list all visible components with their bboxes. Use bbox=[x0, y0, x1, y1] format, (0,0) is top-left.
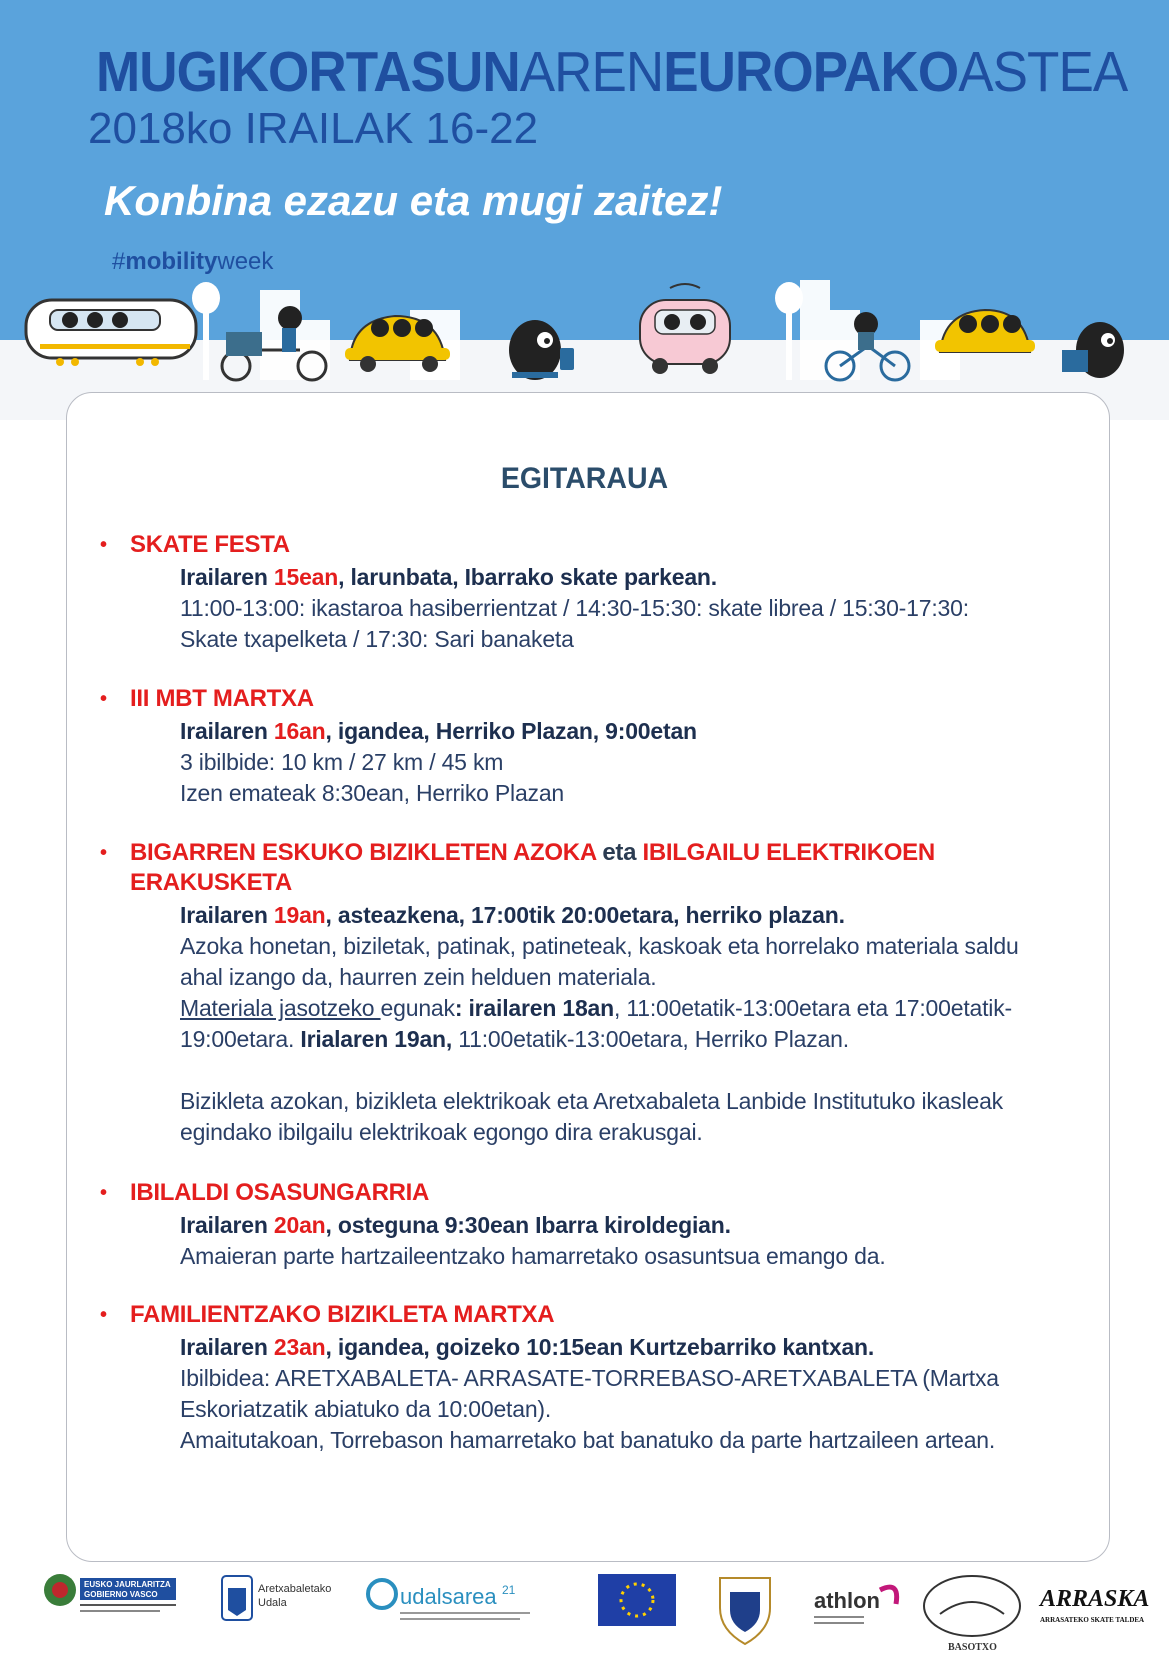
crest-logo bbox=[720, 1578, 770, 1644]
eu-flag-icon bbox=[598, 1574, 676, 1626]
program-heading: EGITARAUA bbox=[500, 462, 669, 495]
event-date: 2018ko IRAILAK 16-22 bbox=[88, 104, 539, 153]
svg-text:udalsarea: udalsarea bbox=[400, 1584, 497, 1609]
bullet-icon: • bbox=[100, 1304, 108, 1326]
svg-text:ARRASKA: ARRASKA bbox=[1040, 1586, 1150, 1612]
svg-text:GOBIERNO VASCO: GOBIERNO VASCO bbox=[84, 1590, 158, 1599]
section-title: IBILALDI OSASUNGARRIA bbox=[130, 1179, 430, 1206]
section-title: FAMILIENTZAKO BIZIKLETA MARTXA bbox=[130, 1301, 555, 1328]
svg-text:athlon: athlon bbox=[814, 1588, 880, 1613]
section-title: BIGARREN ESKUKO BIZIKLETEN AZOKA eta IBILGAILU ELEKTRIKOEN ERAKUSKETA bbox=[130, 839, 935, 896]
character-icon bbox=[1062, 322, 1124, 378]
car-icon bbox=[935, 310, 1035, 352]
sponsor-logos bbox=[0, 1570, 1169, 1654]
section-body: Irailaren 19an, asteazkena, 17:00tik 20:00etara, herriko plazan. Azoka honetan, biziletak, patinak, patineteak, kaskoak eta horrelako materiala saldu ahal izango da, haurren zein helduen materiala. Materiala jasotzeko egunak: irailaren 18an, 11:00etatik-13:00etara eta 17:00etatik- 19:00etara. Irialaren 19an, 11:00etatik-13:00etara, Herriko Plazan. Bizikleta azokan, bizikleta elektrikoak eta Aretxabaleta Lanbide Institutuko ikasleak egindako ibilgailu elektrikoak egongo dira erakusgai. bbox=[180, 902, 1019, 1145]
slogan: Konbina ezazu eta mugi zaitez! bbox=[104, 177, 723, 224]
character-icon bbox=[509, 320, 574, 380]
bullet-icon: • bbox=[100, 1182, 108, 1204]
car-icon bbox=[640, 284, 730, 374]
section-title: III MBT MARTXA bbox=[130, 685, 314, 712]
aretxabaleta-logo bbox=[222, 1576, 331, 1620]
lamp-icon bbox=[775, 282, 803, 380]
basotxo-logo bbox=[924, 1576, 1020, 1653]
svg-text:BASOTXO: BASOTXO bbox=[948, 1642, 997, 1653]
bullet-icon: • bbox=[100, 842, 108, 864]
section-body: Irailaren 20an, osteguna 9:30ean Ibarra kiroldegian. Amaieran parte hartzaileentzako hamarretako osasuntsua emango da. bbox=[180, 1212, 886, 1269]
bullet-icon: • bbox=[100, 534, 108, 556]
section-body: Irailaren 16an, igandea, Herriko Plazan, 9:00etan 3 ibilbide: 10 km / 27 km / 45 km Izen emateak 8:30ean, Herriko Plazan bbox=[180, 718, 697, 806]
event-title: MUGIKORTASUNARENEUROPAKOASTEA bbox=[96, 40, 1128, 104]
section-body: Irailaren 15ean, larunbata, Ibarrako skate parkean. 11:00-13:00: ikastaroa hasiberrientzat / 14:30-15:30: skate librea / 15:30-17:30: Skate txapelketa / 17:30: Sari banaketa bbox=[180, 564, 969, 652]
arraska-logo bbox=[1038, 1586, 1149, 1624]
section-title: SKATE FESTA bbox=[130, 531, 290, 558]
svg-text:21: 21 bbox=[502, 1583, 516, 1597]
hashtag: #mobilityweek bbox=[112, 248, 274, 275]
udalsarea-logo bbox=[368, 1580, 530, 1620]
svg-text:ARRASATEKO SKATE TALDEA: ARRASATEKO SKATE TALDEA bbox=[1040, 1616, 1145, 1624]
bullet-icon: • bbox=[100, 688, 108, 710]
section-body: Irailaren 23an, igandea, goizeko 10:15ean Kurtzebarriko kantxan. Ibilbidea: ARETXABALETA- ARRASATE-TORREBASO-ARETXABALETA (Martxa Eskoriatzatik abiatuko da 10:00etan). Amaitutakoan, Torrebason hamarretako bat banatuko da parte hartzaileen artean. bbox=[180, 1334, 999, 1453]
athlon-logo bbox=[814, 1587, 897, 1624]
tram-icon bbox=[26, 300, 196, 366]
svg-text:Aretxabaletako: Aretxabaletako bbox=[258, 1583, 332, 1595]
basque-government-logo bbox=[44, 1574, 176, 1612]
svg-text:EUSKO JAURLARITZA: EUSKO JAURLARITZA bbox=[84, 1580, 171, 1589]
svg-text:Udala: Udala bbox=[258, 1597, 287, 1609]
